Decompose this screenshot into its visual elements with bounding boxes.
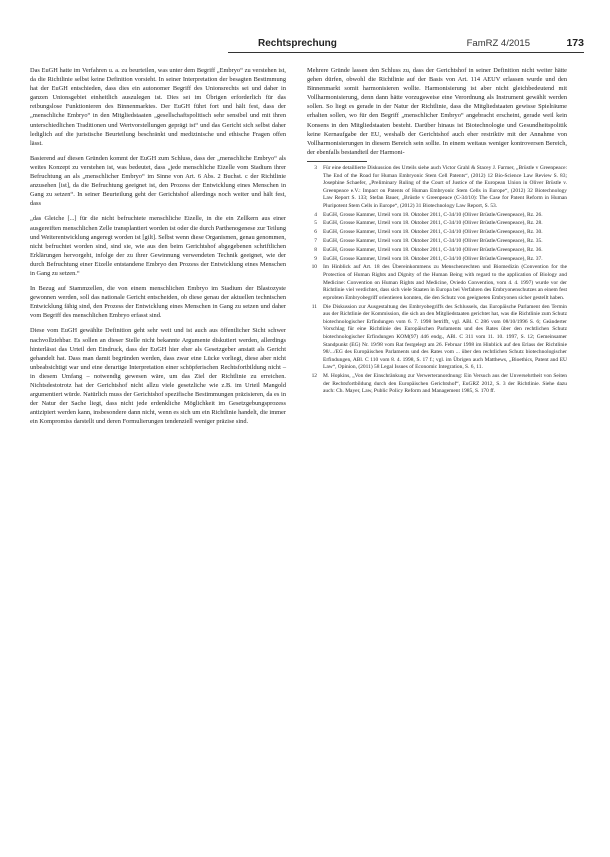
body-paragraph: Mehrere Gründe lassen den Schluss zu, dass der Gerichtshof in seiner Definition nicht weiter hätte gehen dürfen, obwohl die Richtlinie auf der Basis von Art. 114 AEUV erlassen wurde und den Binnenmarkt somit harmonisieren wollte. Harmonisierung ist aber nicht gleichbedeutend mit Vollharmonisierung, denn dann hätte vorzugsweise eine Verordnung als Instrument gewählt werden sollen. So liegt es gerade in der Natur der Richtlinie, dass die Mitgliedstaaten gewisse Spielräume erhalten sollen, wo für den Begriff „menschlicher Embryo“ angebracht erscheint, gerade weil kein Konsens in den Mitgliedstaaten besteht. Darüber hinaus ist Biotechnologie und Gesundheitspolitik keine Kernaufgabe der EU, weshalb der Gerichtshof auch eher restriktiv mit der Annahme von Vollharmonisierungen in diesem Bereich sein sollte. In einem weitaus weniger kontroversen Bereich, der ebenfalls bestandteil der Harmoni-	[307, 67, 567, 156]
footnote-text: EuGH, Grosse Kammer, Urteil vom 18. Oktober 2011, C-34/10 (Oliver Brüstle/Greenpeace), Rz. 30.	[323, 229, 543, 236]
footnote-text: Die Diskussion zur Ausgestaltung des Embryobegriffs des Schlussels, das Europäische Parlament den Termin aus der Richtlinie der Kommission, die sich an den Mitgliedstaaten gerichtet hat, was die Richtlinie zum Schutz biotechnologischer Erfindungen vom 6. 7. 1998 betrifft, vgl. ABl. C 286 vom 08/10/1996 S. 6; Geänderter Vorschlag für eine Richtlinie des Europäischen Parlaments und des Rates über den rechtlichen Schutz biotechnologischer Erfindungen KOM(97) 446 endg., ABl. C 311 vom 11. 10. 1997, S. 12; Gemeinsamer Standpunkt (EG) Nr. 19/98 vom Rat festgelegt am 26. Februar 1998 im Hinblick auf den Erlass der Richtlinie 98/.../EG des Europäischen Parlaments und des Rates vom ... über den rechtlichen Schutz biotechnologischer Erfindungen, ABl. C 110 vom 8. 4. 1998, S. 17 f.; vgl. im Übrigen auch Matthews, „Bioethics, Patent and EU Law“, Opinion, (2011) 58 Legal Issues of Economic Integration, S. 6, 11.	[323, 303, 567, 371]
footnote	[307, 229, 567, 237]
footnote	[307, 373, 567, 396]
footnote-number: 12	[311, 373, 317, 380]
footnote-number: 4	[314, 211, 317, 218]
footnote	[307, 304, 567, 372]
footnote-number: 5	[314, 220, 317, 227]
right-column	[307, 66, 567, 397]
block-quote: „das Gleiche [...] für die nicht befruchtete menschliche Eizelle, in die ein Zellkern aus einer ausgereiften menschlichen Zelle transplantiert worden ist oder die durch Parthenogenese zur Teilung und Weiterentwicklung angeregt worden ist [gilt]. Selbst wenn diese Organismen, genau genommen, nicht befruchtet worden sind, sind sie, wie aus den beim Gerichtshof abgegebenen schriftlichen Erklärungen hervorgeht, infolge der zu ihrer Gewinnung verwendeten Technik geeignet, wie der durch Befruchtung einer Eizelle entstandene Embryo den Prozess der Entwicklung eines Menschen in Gang zu setzen.“	[30, 215, 286, 277]
footnote-number: 7	[314, 238, 317, 245]
footnote-text: EuGH, Grosse Kammer, Urteil vom 18. Oktober 2011, C-34/10 (Oliver Brüstle/Greenpeace), Rz. 26.	[323, 211, 543, 218]
footnote	[307, 238, 567, 246]
footnote-text: EuGH, Grosse Kammer, Urteil vom 18. Oktober 2011, C-34/10 (Oliver Brüstle/Greenpeace), Rz. 37.	[323, 255, 543, 262]
footnote-number: 11	[311, 303, 317, 310]
footnote-text: EuGH, Grosse Kammer, Urteil vom 18. Oktober 2011, C-34/10 (Oliver Brüstle/Greenpeace), Rz. 28.	[323, 220, 543, 227]
footnote	[307, 256, 567, 264]
body-paragraph: Das EuGH hatte im Verfahren u. a. zu beurteilen, was unter dem Begriff „Embryo“ zu verstehen ist, da die Richtlinie selbst keine Definition vorsieht. In seiner Interpretation der besagten Bestimmung hat der EuGH entschieden, dass dies ein autonomer Begriff des Unionsrechts sei und daher in ganzen Unionsgebiet einheitlich auszulegen ist. Dies sei im Übrigen erforderlich für das reibungslose Funktionieren des Binnenmarktes. Der EuGH führt fort und hält fest, dass der „menschliche Embryo“ in den Mitgliedstaaten „gesellschaftspolitisch sehr sensibel und mit ihren unterschiedlichen Traditionen und Wertvorstellungen geprägt ist“ und das Gericht sich selbst daher lediglich auf die juristische Beurteilung beschränkt und medizinische und ethische Fragen offen lässt.	[30, 67, 286, 147]
section-title: Rechtsprechung	[258, 38, 337, 49]
footnote-text: M. Hopkins, „Von der Einschränkung zur Verwerteranordnung: Ein Versuch aus der Unversehrtheit von Seiten der Rechtsfortbildung durch den Europäischen Gerichtshof“, EuGRZ 2012, S. 3 der Richtlinie. Siehe dazu auch: Ch. Mayer, Law, Public Policy Reform and Management 1985, S. 170 ff.	[323, 373, 567, 395]
footnote-number: 6	[314, 229, 317, 236]
body-paragraph: In Bezug auf Stammzellen, die von einem menschlichen Embryo im Stadium der Blastozyste gewonnen werden, soll das nationale Gericht entscheiden, ob diese genau der aktuellen technischen Entwicklung fähig sind, den Prozess der Entwicklung eines Menschen in Gang zu setzen und daher vom Begriff des menschlichen Embryo erfasst sind.	[30, 285, 286, 320]
body-paragraph: Diese vom EuGH gewählte Definition geht sehr weit und ist auch aus öffentlicher Sicht schwer nachvollziehbar. Es sollen an dieser Stelle nicht bekannte Argumente diskutiert werden, allerdings hinterlässt das Urteil den Eindruck, dass der EuGH hier eher als Gesetzgeber anstatt als Gericht gehandelt hat. Dass man damit begründen werden, dass zwar eine Lücke vorliegt, diese aber nicht unbeabsichtigt war und eine derartige Interpretation einer schöpferischen Rechtsfortbildung nicht – in diesem Umfang – notwendig gewesen wäre, um das Ziel der Richtlinie zu erreichen. Nichtsdestotrotz hat der Gerichtshof nicht allzu viele gesetzliche wie z.B. im Urteil Mangold argumentiert würde. Natürlich muss der Gerichtshof spezifische Bestimmungen präzisieren, da es in der Natur der Sache liegt, dass nicht jede erdenkliche Möglichkeit im Gesetzgebungsprozess antizipiert werden kann, insbesondere dann nicht, wenn es sich um ein Richtlinie handelt, die immer ein Kompromiss darstellt und deren Formulierungen tendenziell weniger präzise sind.	[30, 327, 286, 426]
body-paragraph: Basierend auf diesen Gründen kommt der EuGH zum Schluss, dass der „menschliche Embryo“ als weites Konzept zu verstehen ist, was bedeutet, dass „jede menschliche Eizelle vom Stadium ihrer Befruchtung an als „menschlicher Embryo“ im Sinne von Art. 6 Abs. 2 Buchst. c der Richtlinie anzusehen [ist], da die Befruchtung geeignet ist, den Prozess der Entwicklung eines Menschen in Gang zu setzen“. In seiner Beurteilung geht der Gerichtshof allerdings noch weiter und hält fest, dass	[30, 154, 286, 208]
footnote-number: 8	[314, 246, 317, 253]
footnote-text: EuGH, Grosse Kammer, Urteil vom 18. Oktober 2011, C-34/10 (Oliver Brüstle/Greenpeace), Rz. 35.	[323, 238, 543, 245]
journal-reference: FamRZ 4/2015	[466, 38, 530, 49]
footnotes	[307, 165, 567, 396]
footnote-number: 9	[314, 255, 317, 262]
footnote	[307, 165, 567, 211]
header-rule	[228, 52, 584, 53]
footnote	[307, 220, 567, 228]
footnote-number: 10	[311, 264, 317, 271]
footnote-number: 3	[314, 164, 317, 171]
left-column	[30, 66, 286, 426]
footnote	[307, 212, 567, 220]
footnote-text: Für eine detaillierte Diskussion des Urteils siehe auch Victor Grahl & Stacey J. Farmer, „Brüstle v Greenpeace: The End of the Road for Human Embryonic Stem Cell Patents“, (2012) 12 Bio-Science Law Review S. 83; Josephine Schaefer, „Preliminary Ruling of the Court of Justice of the European Union in Oliver Brüstle v. Greenpeace e.V.: Impact on Patents of Human Embryonic Stem Cells in Europe“, (2012) 32 Biotechnology Law Report S. 133; Stefan Bauer, „Brüstle v Greenpeace (C-34/10): The Case for Patent Reform in Human Pluripotent Stem Cells in Europe“, (2012) 31 Biotechnology Law Report, S. 53.	[323, 164, 567, 209]
page-number: 173	[566, 37, 584, 49]
footnote	[307, 264, 567, 302]
footnote-text: EuGH, Grosse Kammer, Urteil vom 18. Oktober 2011, C-34/10 (Oliver Brüstle/Greenpeace), Rz. 36.	[323, 246, 543, 253]
page-header	[30, 14, 584, 58]
footnote	[307, 247, 567, 255]
footnote-rule	[307, 161, 367, 162]
footnote-text: Im Hinblick auf Art. 18 des Übereinkommens zu Menschenrechten und Biomedizin (Convention for the Protection of Human Rights and Dignity of the Human Being with regard to the application of Biology and Medicine: Convention on Human Rights and Medicine, Oviedo Convention, vom 4. 4. 1997) wurde vor der Richtlinie viel verdichtet, dass sich viele Staaten in Europa bei Verfahren des Embryonenschutzes an einem fest erprobten Embryobegriff orientieren konnten, die den Schutz von geeigneten Embryonen sicher gestellt haben.	[323, 264, 567, 301]
